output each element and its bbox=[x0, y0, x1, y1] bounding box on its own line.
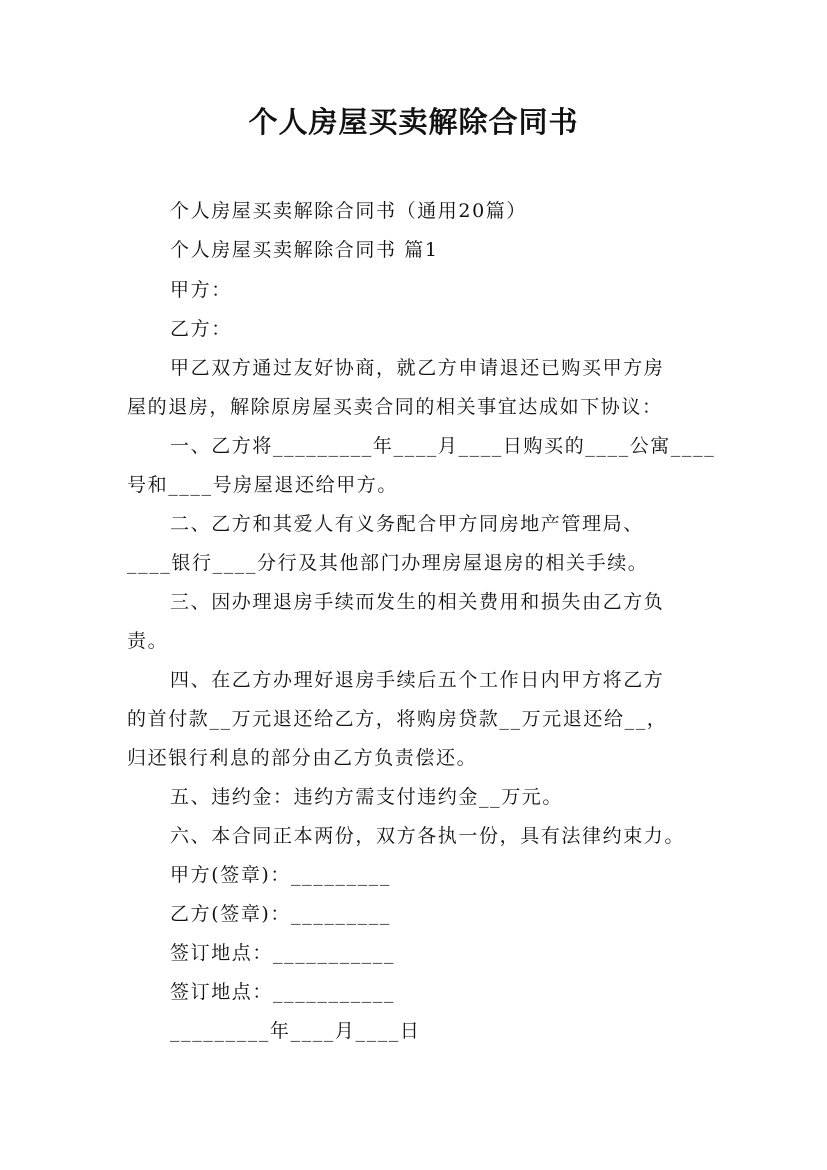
signing-place: 签订地点：___________ bbox=[170, 942, 396, 964]
signing-date: _________年____月____日 bbox=[170, 1020, 421, 1042]
clause-2-line: ____银行____分行及其他部门办理房屋退房的相关手续。 bbox=[127, 552, 649, 574]
clause-3-line: 三、因办理退房手续而发生的相关费用和损失由乙方负 bbox=[170, 591, 665, 613]
document-title: 个人房屋买卖解除合同书 bbox=[248, 105, 579, 139]
clause-4-line: 四、在乙方办理好退房手续后五个工作日内甲方将乙方 bbox=[170, 669, 665, 691]
clause-1-line: 号和____号房屋退还给甲方。 bbox=[127, 474, 399, 496]
clause-2-line: 二、乙方和其爱人有义务配合甲方同房地产管理局、 bbox=[170, 513, 644, 535]
clause-1-line: 一、乙方将_________年____月____日购买的____公寓____ bbox=[170, 435, 716, 457]
signature-party-b: 乙方(签章)：_________ bbox=[170, 903, 391, 925]
signing-place: 签订地点：___________ bbox=[170, 981, 396, 1003]
clause-6-line: 六、本合同正本两份，双方各执一份，具有法律约束力。 bbox=[170, 825, 686, 847]
paragraph-line: 屋的退房，解除原房屋买卖合同的相关事宜达成如下协议： bbox=[127, 396, 663, 418]
paragraph-line: 甲乙双方通过友好协商，就乙方申请退还已购买甲方房 bbox=[170, 357, 665, 379]
clause-5-line: 五、违约金：违约方需支付违约金__万元。 bbox=[170, 786, 564, 808]
party-b-label: 乙方： bbox=[170, 318, 232, 340]
subtitle-line: 个人房屋买卖解除合同书（通用20篇） bbox=[170, 200, 527, 222]
clause-3-line: 责。 bbox=[127, 630, 169, 652]
clause-4-line: 的首付款__万元退还给乙方，将购房贷款__万元退还给__， bbox=[127, 708, 668, 730]
clause-4-line: 归还银行利息的部分由乙方负责偿还。 bbox=[127, 747, 478, 769]
signature-party-a: 甲方(签章)：_________ bbox=[170, 864, 391, 886]
section-heading: 个人房屋买卖解除合同书 篇1 bbox=[170, 239, 439, 261]
party-a-label: 甲方： bbox=[170, 279, 232, 301]
